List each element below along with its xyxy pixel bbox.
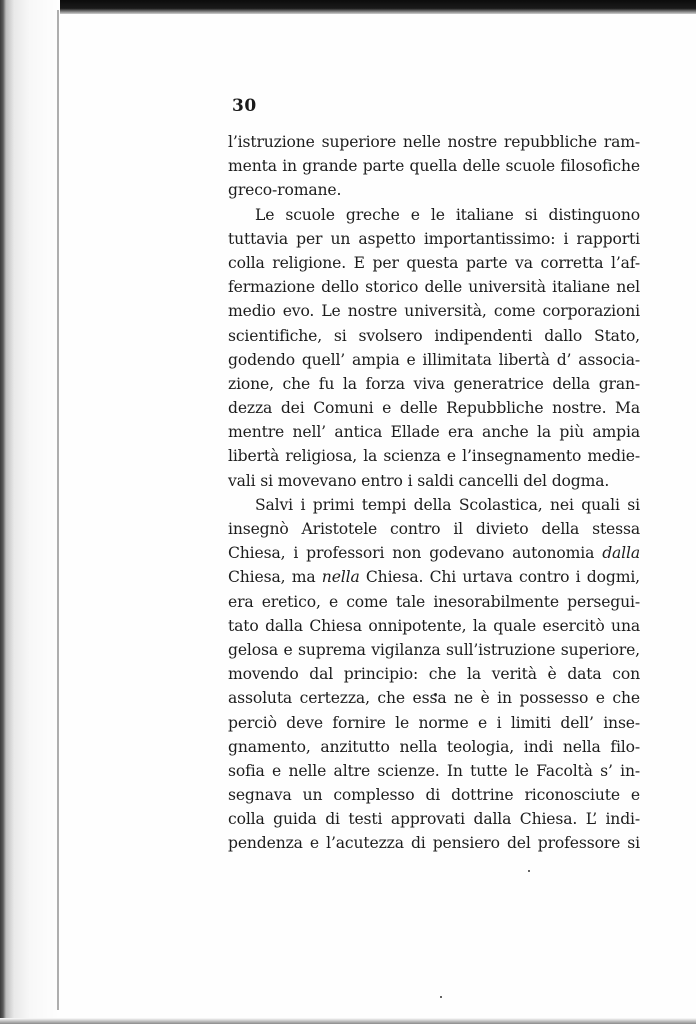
text-line: mentre nell’ antica Ellade era anche la più ampia xyxy=(228,423,640,442)
text-line: l’istruzione superiore nelle nostre repubbliche ram- xyxy=(228,133,640,151)
text-line: insegnò Aristotele contro il divieto della stessa xyxy=(228,520,640,538)
binding-shadow-line xyxy=(57,10,59,1010)
page-left-binding-edge xyxy=(0,0,60,1024)
text-line: tuttavia per un aspetto importantissimo: i rapporti xyxy=(228,229,640,248)
text-line: scientifiche, si svolsero indipendenti dallo Stato, xyxy=(228,326,640,345)
page-bottom-edge xyxy=(0,1018,696,1024)
text-line: Le scuole greche e le italiane si distinguono xyxy=(255,205,640,224)
text-line: godendo quell’ ampia e illimitata libertà d’ associa- xyxy=(228,350,640,369)
text-run: Chiesa. Chi urtava contro i dogmi, xyxy=(359,568,640,587)
text-line: sofia e nelle altre scienze. In tutte le Facoltà s’ in- xyxy=(228,761,640,780)
text-line: colla religione. E per questa parte va corretta l’af- xyxy=(228,253,640,272)
text-line: pendenza e l’acutezza di pensiero del professore si xyxy=(228,834,640,853)
text-line: libertà religiosa, la scienza e l’insegnamento medie- xyxy=(228,447,640,466)
ink-speck xyxy=(528,870,530,872)
text-line: era eretico, e come tale inesorabilmente persegui- xyxy=(228,592,640,611)
text-line: segnava un complesso di dottrine riconosciute e xyxy=(228,786,640,805)
text-line: menta in grande parte quella delle scuole filosofiche xyxy=(228,157,640,176)
text-line: assoluta certezza, che essa ne è in possesso e che xyxy=(228,689,640,708)
ink-speck xyxy=(440,996,442,998)
text-run: Chiesa, i professori non godevano autonomia xyxy=(228,544,603,563)
text-line: medio evo. Le nostre università, come corporazioni xyxy=(228,302,640,321)
text-line: perciò deve fornire le norme e i limiti dell’ inse- xyxy=(228,713,640,732)
text-line: Salvi i primi tempi della Scolastica, nei quali si xyxy=(255,495,640,514)
text-line: fermazione dello storico delle università italiane nel xyxy=(228,278,640,297)
page-top-edge xyxy=(0,0,696,14)
text-line: gelosa e suprema vigilanza sull’istruzione superiore, xyxy=(228,640,640,659)
italic-text-run: nella xyxy=(321,568,360,587)
text-run: Chiesa, ma xyxy=(228,568,322,587)
text-line: tato dalla Chiesa onnipotente, la quale esercitò una xyxy=(228,616,640,635)
text-line: colla guida di testi approvati dalla Chiesa. L’ indi- xyxy=(228,810,640,829)
text-line: gnamento, anzitutto nella teologia, indi nella filo- xyxy=(228,737,640,756)
body-text xyxy=(228,130,640,856)
italic-text-run: dalla xyxy=(602,544,640,563)
text-line xyxy=(228,541,640,565)
text-line: vali si movevano entro i saldi cancelli del dogma. xyxy=(228,471,610,490)
text-line: movendo dal principio: che la verità è data con xyxy=(228,665,640,684)
text-line: dezza dei Comuni e delle Repubbliche nostre. Ma xyxy=(228,399,640,418)
text-line xyxy=(228,565,640,589)
page-number: 30 xyxy=(232,96,257,116)
text-line: zione, che fu la forza viva generatrice della gran- xyxy=(228,374,640,393)
text-line: greco-romane. xyxy=(228,181,342,200)
